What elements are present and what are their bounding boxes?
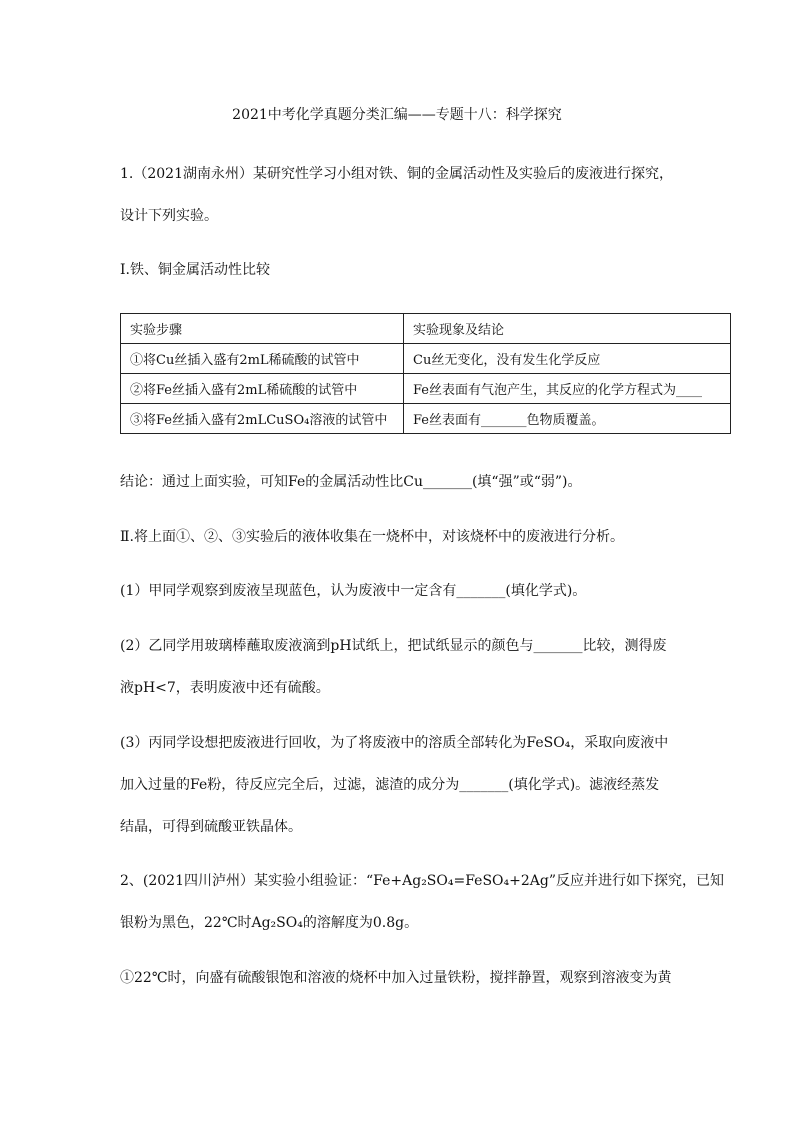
- table-cell: ③将Fe丝插入盛有2mLCuSO₄溶液的试管中: [121, 404, 404, 434]
- q1-sub1: (1）甲同学观察到废液呈现蓝色，认为废液中一定含有_______(填化学式)。: [120, 583, 587, 599]
- table-row: [121, 404, 731, 434]
- table-header-cell: 实验现象及结论: [404, 314, 731, 344]
- q1-intro-line-1: 1.（2021湖南永州）某研究性学习小组对铁、铜的金属活动性及实验后的废液进行探究，: [120, 166, 673, 182]
- table-cell: ②将Fe丝插入盛有2mL稀硫酸的试管中: [121, 374, 404, 404]
- q1-sub3-line-3: 结晶，可得到硫酸亚铁晶体。: [120, 819, 302, 835]
- table-row: [121, 374, 731, 404]
- table-row: [121, 344, 731, 374]
- table-header-row: [121, 314, 731, 344]
- table-cell: Fe丝表面有_______色物质覆盖。: [404, 404, 731, 434]
- q1-sub3-line-2: 加入过量的Fe粉，待反应完全后，过滤，滤渣的成分为_______(填化学式)。滤液经蒸发: [120, 777, 660, 793]
- q1-sub2-line-2: 液pH<7，表明废液中还有硫酸。: [120, 680, 330, 696]
- q1-sub3-line-1: (3）丙同学设想把废液进行回收，为了将废液中的溶质全部转化为FeSO₄，采取向废液中: [120, 735, 669, 751]
- q1-intro-line-2: 设计下列实验。: [120, 208, 218, 224]
- q1-conclusion: 结论：通过上面实验，可知Fe的金属活动性比Cu_______(填“强”或“弱”)。: [120, 474, 582, 490]
- experiment-table: [120, 313, 731, 434]
- table-cell: Fe丝表面有气泡产生，其反应的化学方程式为____: [404, 374, 731, 404]
- table-cell: Cu丝无变化，没有发生化学反应: [404, 344, 731, 374]
- q2-intro-line-1: 2、(2021四川泸州）某实验小组验证：“Fe+Ag₂SO₄=FeSO₄+2Ag”反应并进行如下探究，已知: [120, 873, 724, 889]
- q2-step1-line: ①22℃时，向盛有硫酸银饱和溶液的烧杯中加入过量铁粉，搅拌静置，观察到溶液变为黄: [120, 970, 672, 986]
- q1-part2-heading: Ⅱ.将上面①、②、③实验后的液体收集在一烧杯中，对该烧杯中的废液进行分析。: [120, 529, 624, 545]
- q2-intro-line-2: 银粉为黑色，22℃时Ag₂SO₄的溶解度为0.8g。: [120, 915, 419, 931]
- document-title: 2021中考化学真题分类汇编——专题十八：科学探究: [232, 107, 562, 123]
- q1-part1-heading: Ⅰ.铁、铜金属活动性比较: [120, 262, 270, 278]
- table-cell: ①将Cu丝插入盛有2mL稀硫酸的试管中: [121, 344, 404, 374]
- table-header-cell: 实验步骤: [121, 314, 404, 344]
- q1-sub2-line-1: (2）乙同学用玻璃棒蘸取废液滴到pH试纸上，把试纸显示的颜色与_______比较，测得废: [120, 638, 667, 654]
